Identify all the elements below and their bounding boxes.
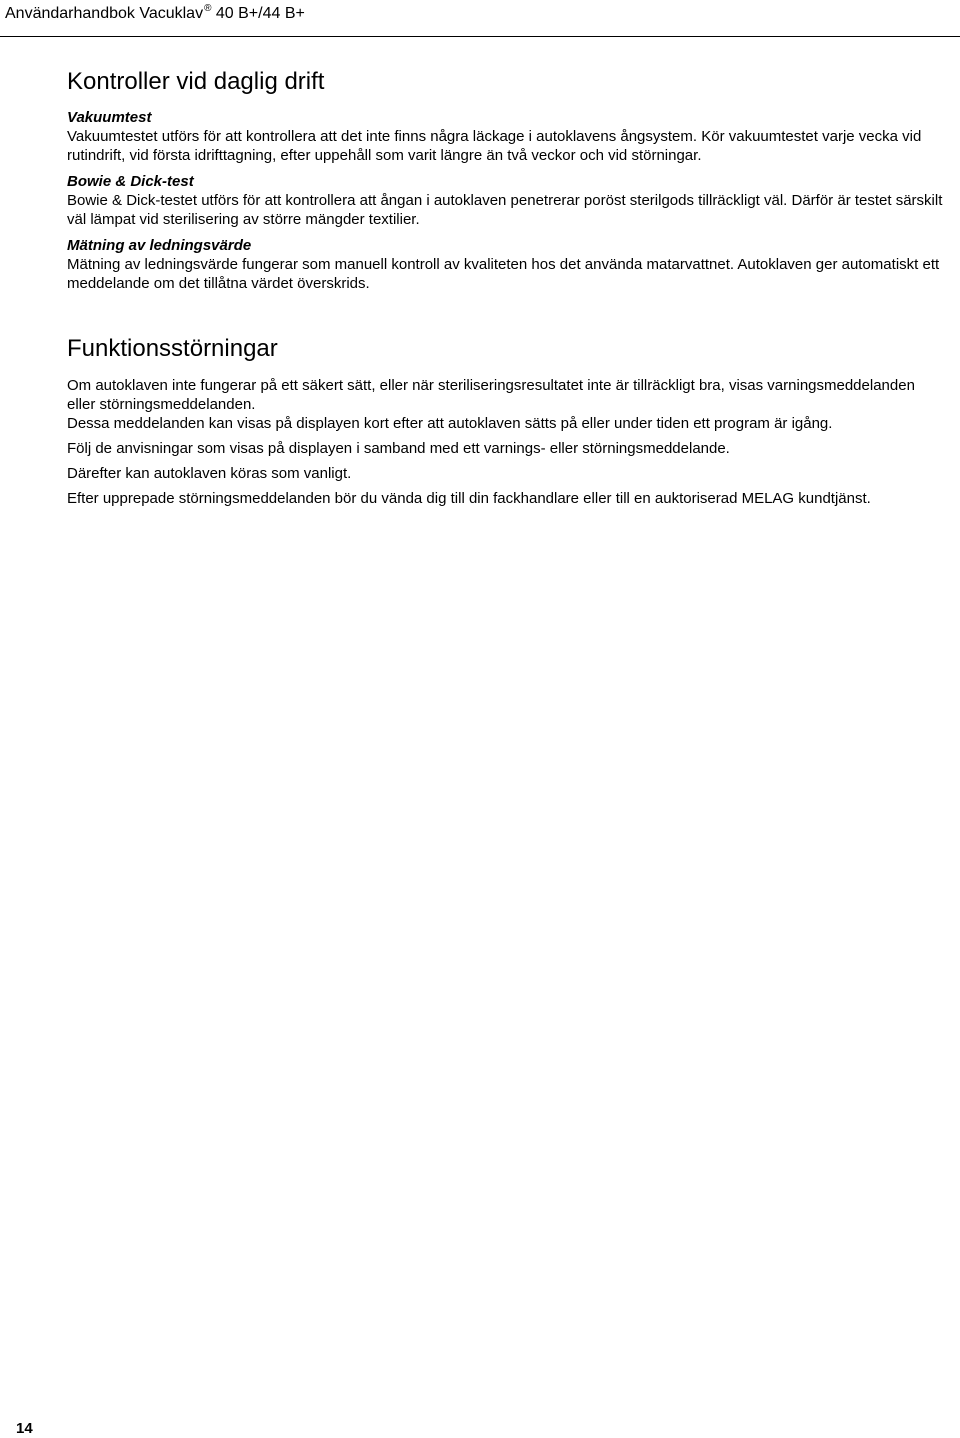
subsection-heading-bowie-dick: Bowie & Dick-test <box>67 173 194 190</box>
subsection-heading-conductivity: Mätning av ledningsvärde <box>67 237 252 254</box>
subsection-heading-vacuum-test: Vakuumtest <box>67 109 152 126</box>
malfunction-paragraph: Följ de anvisningar som visas på displayen i samband med ett varnings- eller störningsmeddelande. <box>67 440 730 457</box>
document-title-suffix: 40 B+/44 B+ <box>211 5 305 22</box>
subsection-text-vacuum-test: Vakuumtestet utförs för att kontrollera att det inte finns några läckage i autoklavens ångsystem. Kör vakuumtestet varje vecka vid rutindrift, vid första idrifttagning, efter uppehåll som varit längre än två veckor och vid störningar. <box>67 128 922 164</box>
document-title <box>5 3 305 25</box>
malfunction-paragraph: Efter upprepade störningsmeddelanden bör du vända dig till din fackhandlare eller till en auktoriserad MELAG kundtjänst. <box>67 490 871 507</box>
page-header <box>0 0 960 37</box>
malfunction-paragraph: Dessa meddelanden kan visas på displayen kort efter att autoklaven sätts på eller under tiden ett program är igång. <box>67 415 833 432</box>
subsection-text-conductivity: Mätning av ledningsvärde fungerar som manuell kontroll av kvaliteten hos det använda matarvattnet. Autoklaven ger automatiskt ett meddelande om det tillåtna värdet överskrids. <box>67 256 940 292</box>
page-number: 14 <box>16 1420 33 1437</box>
section-title-malfunctions: Funktionsstörningar <box>67 335 278 362</box>
document-title-prefix: Användarhandbok Vacuklav <box>5 5 204 22</box>
subsection-text-bowie-dick: Bowie & Dick-testet utförs för att kontrollera att ångan i autoklaven penetrerar poröst sterilgods tillräckligt väl. Därför är testet särskilt väl lämpat vid sterilisering av större mängder textilier. <box>67 192 943 228</box>
malfunction-paragraph: Om autoklaven inte fungerar på ett säkert sätt, eller när steriliseringsresultatet inte är tillräckligt bra, visas varningsmeddelanden eller störningsmeddelanden. <box>67 377 915 413</box>
page-content <box>67 67 947 508</box>
malfunction-paragraph: Därefter kan autoklaven köras som vanligt. <box>67 465 352 482</box>
registered-trademark: ® <box>204 3 212 14</box>
section-title-daily-checks: Kontroller vid daglig drift <box>67 68 325 95</box>
